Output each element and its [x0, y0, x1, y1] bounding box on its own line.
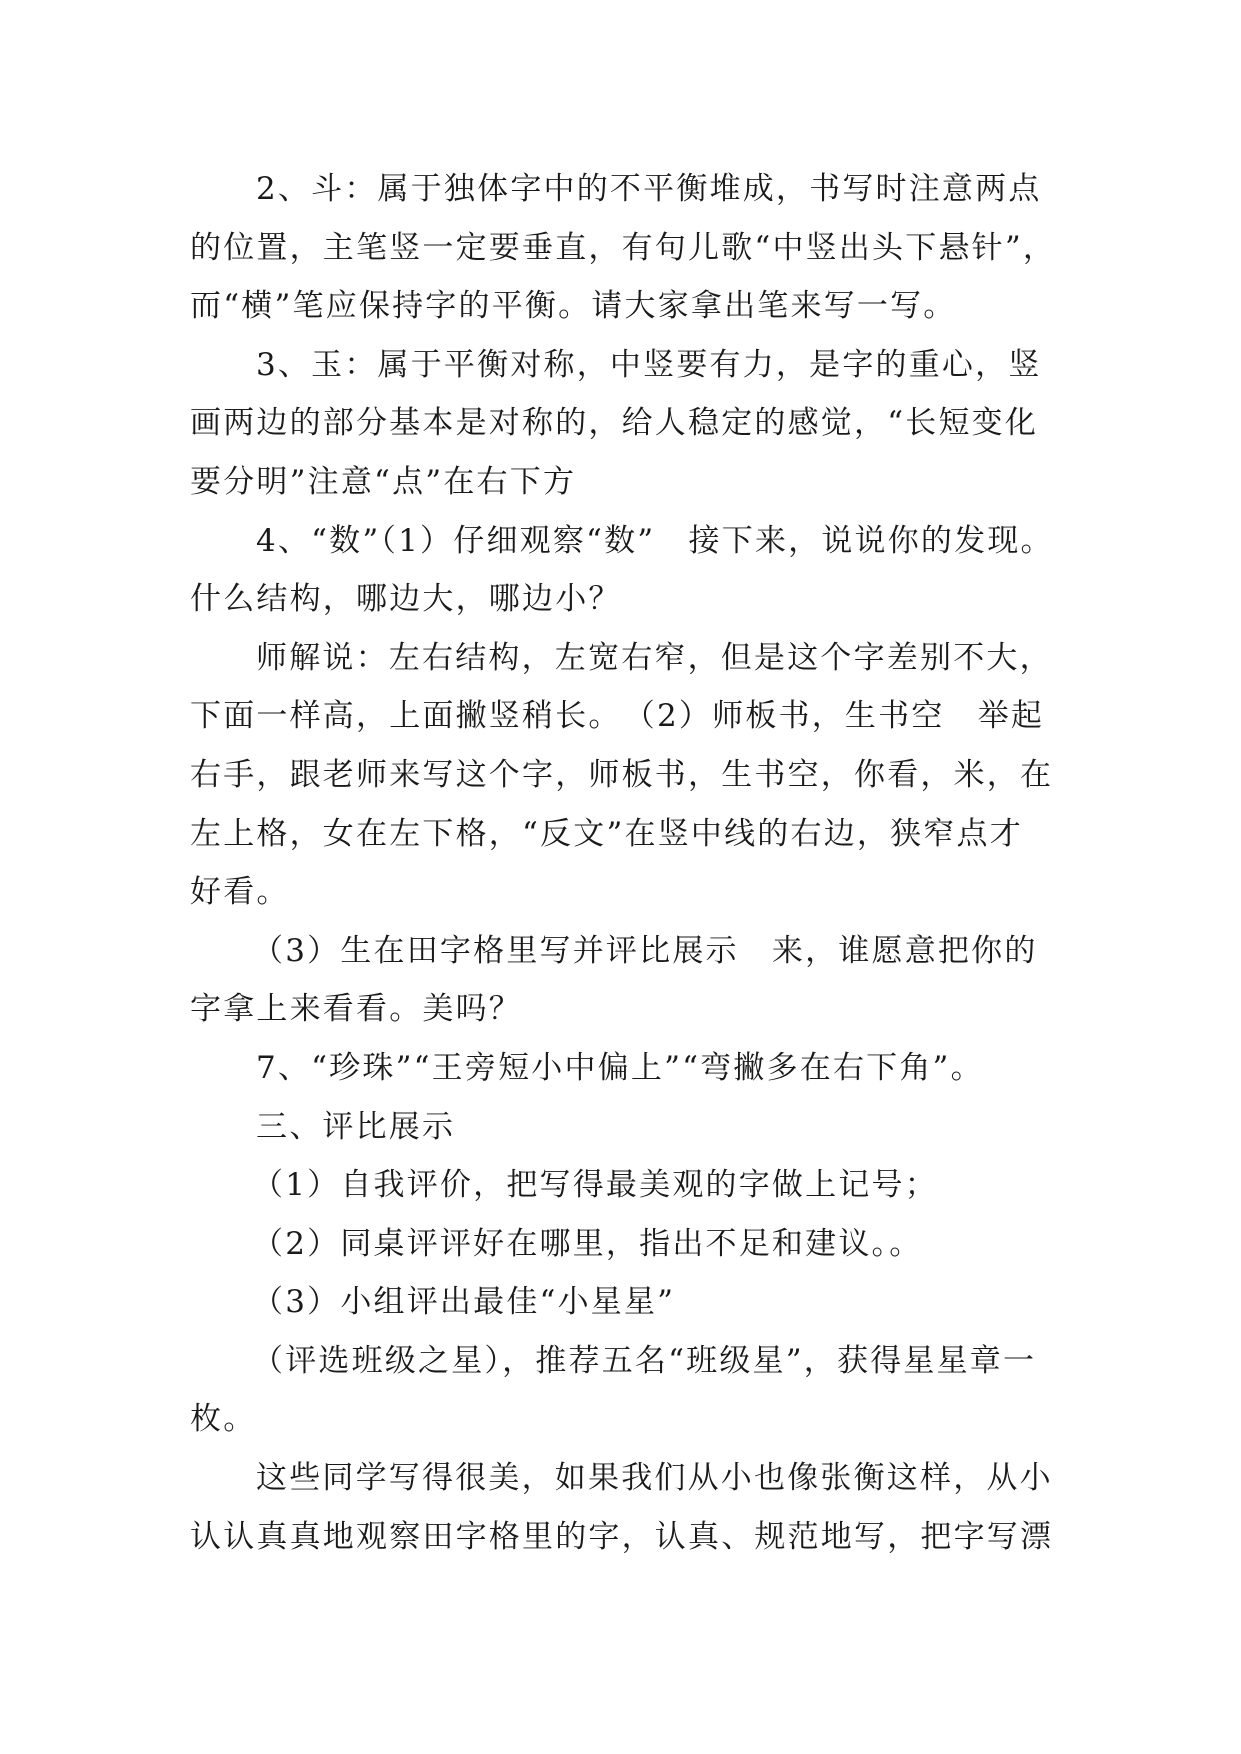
text-line: 要分明”注意“点”在右下方	[190, 463, 577, 500]
text-line: 认认真真地观察田字格里的字，认真、规范地写，把字写漂	[190, 1518, 1054, 1555]
text-line: 字拿上来看看。美吗？	[190, 991, 522, 1028]
text-line: （3）生在田字格里写并评比展示 来，谁愿意把你的	[252, 932, 1038, 969]
text-line: 左上格，女在左下格，“反文”在竖中线的右边，狭窄点才	[190, 815, 1023, 852]
text-line: 好看。	[190, 874, 290, 911]
text-line: 而“横”笔应保持字的平衡。请大家拿出笔来写一写。	[190, 288, 957, 325]
text-line: 什么结构，哪边大，哪边小？	[190, 581, 622, 618]
text-line: （评选班级之星），推荐五名“班级星”，获得星星章一	[252, 1342, 1037, 1379]
text-line: 的位置，主笔竖一定要垂直，有句儿歌“中竖出头下悬针”，	[190, 229, 1057, 266]
section-heading: 三、评比展示	[256, 1108, 456, 1145]
text-line: 画两边的部分基本是对称的，给人稳定的感觉，“长短变化	[190, 405, 1039, 442]
text-line: （2）同桌评评好在哪里，指出不足和建议。。	[252, 1225, 923, 1262]
text-line: 7、“珍珠”“王旁短小中偏上”“弯撇多在右下角”。	[256, 1049, 984, 1086]
text-line: 2、斗：属于独体字中的不平衡堆成，书写时注意两点	[256, 171, 1042, 207]
text-line: 右手，跟老师来写这个字，师板书，生书空，你看，米，在	[190, 756, 1054, 793]
text-line: （3）小组评出最佳“小星星”	[252, 1284, 676, 1321]
text-line: 这些同学写得很美，如果我们从小也像张衡这样，从小	[256, 1460, 1053, 1497]
text-line: 3、玉：属于平衡对称，中竖要有力，是字的重心，竖	[256, 346, 1042, 383]
text-line: 枚。	[190, 1401, 257, 1438]
text-line: （1）自我评价，把写得最美观的字做上记号；	[252, 1167, 938, 1204]
text-line: 师解说：左右结构，左宽右窄，但是这个字差别不大，	[256, 639, 1053, 676]
document-page	[190, 160, 1070, 1566]
text-line: 下面一样高，上面撇竖稍长。 （2）师板书，生书空 举起	[190, 698, 1045, 735]
text-line: 4、“数”（1）仔细观察“数” 接下来，说说你的发现。	[256, 522, 1054, 559]
